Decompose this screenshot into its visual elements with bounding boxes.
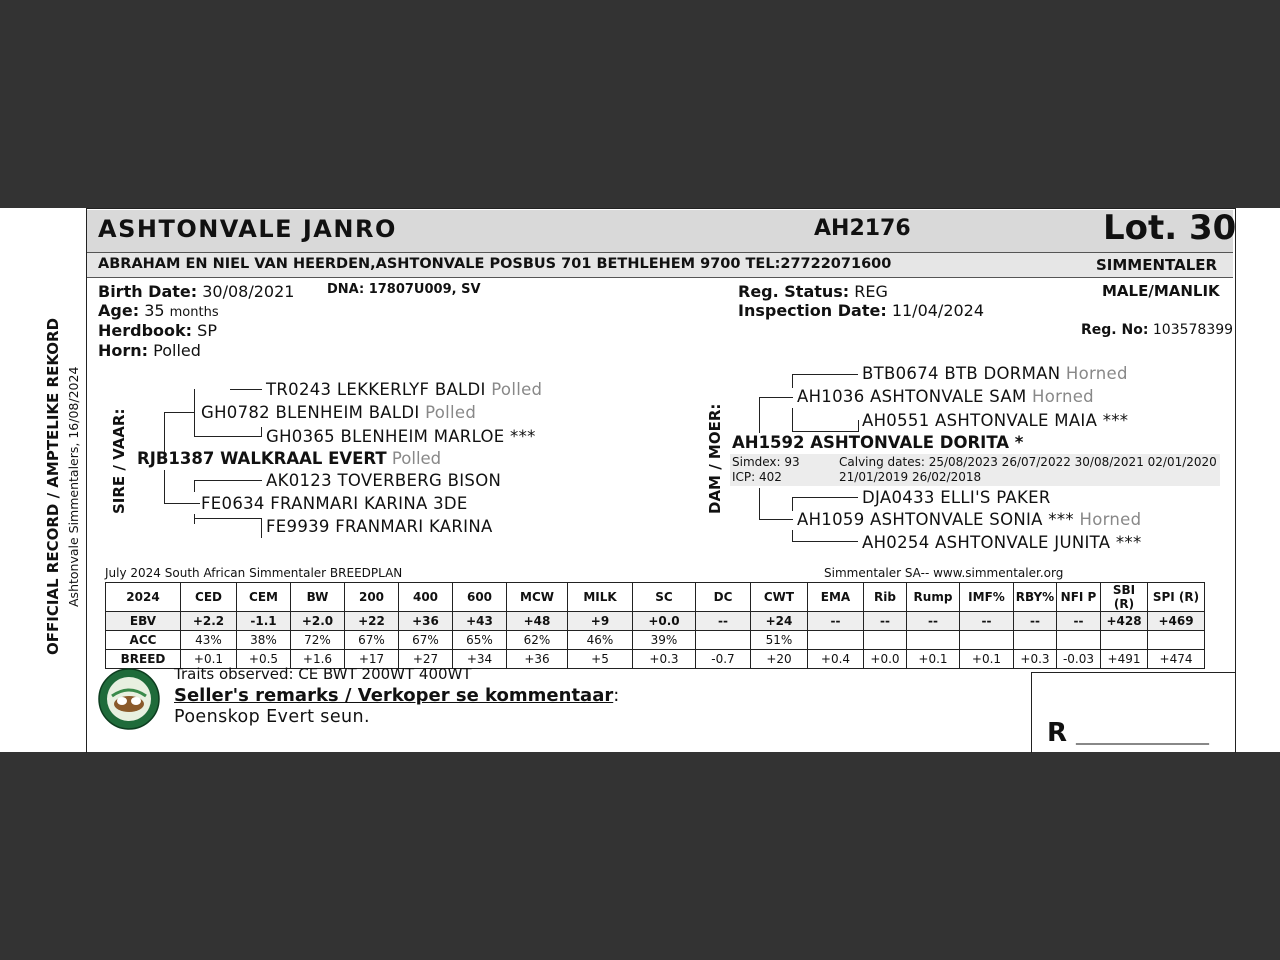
col-header: 2024 (106, 583, 181, 612)
reg-number-label: Reg. No: (1081, 322, 1149, 338)
seller-remarks-colon: : (613, 685, 620, 706)
horn-value: Polled (153, 341, 201, 360)
pedigree-line (792, 541, 858, 542)
table-cell: +2.2 (181, 612, 237, 631)
table-cell: -1.1 (237, 612, 291, 631)
sire-sire (201, 403, 476, 422)
pedigree-line (858, 420, 859, 432)
table-cell: +469 (1148, 612, 1205, 631)
pedigree-name: AH1036 ASHTONVALE SAM (797, 387, 1027, 406)
table-cell: -- (907, 612, 960, 631)
reg-status-label: Reg. Status: (738, 282, 850, 301)
dam-sire-sire (862, 364, 1128, 383)
pedigree-line (792, 497, 858, 498)
animal-id: AH2176 (814, 216, 911, 241)
table-cell: +27 (399, 650, 453, 669)
pedigree-line (792, 408, 793, 432)
pedigree-line (261, 427, 262, 437)
dam-dam (797, 510, 1141, 529)
sire-name: RJB1387 WALKRAAL EVERT (137, 449, 387, 468)
pedigree-line (792, 431, 858, 432)
dna-info: DNA: 17807U009, SV (327, 282, 481, 297)
col-header: BW (291, 583, 345, 612)
table-cell: +43 (453, 612, 507, 631)
pedigree-line (230, 389, 262, 390)
col-header: SC (633, 583, 696, 612)
col-header: MILK (568, 583, 633, 612)
table-cell: -- (1057, 612, 1101, 631)
pedigree-line (759, 397, 793, 398)
official-record-label: OFFICIAL RECORD / AMPTELIKE REKORD (44, 317, 62, 655)
pedigree-line (261, 518, 262, 538)
col-header: IMF% (960, 583, 1014, 612)
row-header: EBV (106, 612, 181, 631)
pedigree-line (759, 488, 760, 520)
table-cell: +0.1 (907, 650, 960, 669)
sire-sire-sire (266, 380, 542, 399)
table-cell: -0.03 (1057, 650, 1101, 669)
owner-address: ABRAHAM EN NIEL VAN HEERDEN,ASHTONVALE POSBUS 701 BETHLEHEM 9700 TEL:27722071600 (98, 256, 892, 272)
horn (98, 341, 201, 360)
reg-number-value: 103578399 (1152, 322, 1234, 338)
sire-sire-dam: GH0365 BLENHEIM MARLOE *** (266, 427, 536, 446)
sex-label: MALE/MANLIK (1102, 282, 1220, 300)
pedigree-line (759, 397, 760, 433)
col-header: MCW (507, 583, 568, 612)
table-cell (1148, 631, 1205, 650)
horn-note: Horned (1065, 364, 1128, 383)
table-cell: +2.0 (291, 612, 345, 631)
dam-side-label: DAM / MOER: (706, 403, 724, 514)
col-header: Rump (907, 583, 960, 612)
table-cell: +428 (1101, 612, 1148, 631)
col-header: DC (696, 583, 751, 612)
pedigree-line (164, 412, 165, 454)
price-currency: R (1047, 718, 1068, 748)
herdbook (98, 321, 217, 340)
table-cell (1101, 631, 1148, 650)
table-cell (808, 631, 864, 650)
horn-note: Polled (391, 449, 442, 468)
table-cell: +36 (399, 612, 453, 631)
table-cell: +20 (751, 650, 808, 669)
price-input-line[interactable]: ___________________ (1076, 729, 1209, 745)
table-cell: +474 (1148, 650, 1205, 669)
birth-date-label: Birth Date: (98, 282, 198, 301)
breedplan-caption: July 2024 South African Simmentaler BREEDPLAN (105, 566, 403, 580)
pedigree-line (164, 412, 194, 413)
inspection-date (738, 301, 984, 320)
col-header: CWT (751, 583, 808, 612)
birth-date-value: 30/08/2021 (202, 282, 295, 301)
table-cell: 62% (507, 631, 568, 650)
table-cell (907, 631, 960, 650)
dam-dam-dam: AH0254 ASHTONVALE JUNITA *** (862, 533, 1142, 552)
sire-dam-dam: FE9939 FRANMARI KARINA (266, 517, 493, 536)
table-cell: -- (696, 612, 751, 631)
inspection-date-value: 11/04/2024 (891, 301, 985, 320)
table-cell: 67% (399, 631, 453, 650)
pedigree-line (194, 514, 195, 524)
sire-side-label: SIRE / VAAR: (110, 408, 128, 514)
pedigree-line (164, 470, 165, 504)
col-header: 400 (399, 583, 453, 612)
col-header: CED (181, 583, 237, 612)
pedigree-line (194, 389, 195, 437)
table-cell: +0.1 (960, 650, 1014, 669)
pedigree-line (792, 374, 793, 388)
dam-name: AH1592 ASHTONVALE DORITA * (732, 433, 1024, 452)
col-header: SBI (R) (1101, 583, 1148, 612)
pedigree-line (792, 497, 793, 511)
table-cell: -- (864, 612, 907, 631)
table-cell: 72% (291, 631, 345, 650)
table-cell: +0.5 (237, 650, 291, 669)
table-cell: +1.6 (291, 650, 345, 669)
table-cell: +0.3 (1014, 650, 1057, 669)
table-cell: -- (960, 612, 1014, 631)
table-cell: 38% (237, 631, 291, 650)
dam-sire (797, 387, 1094, 406)
table-cell: 67% (345, 631, 399, 650)
col-header: SPI (R) (1148, 583, 1205, 612)
simmentaler-logo-icon (98, 668, 160, 730)
table-cell: +0.4 (808, 650, 864, 669)
table-row-ebv (106, 612, 1205, 631)
table-cell: +22 (345, 612, 399, 631)
horn-note: Horned (1032, 387, 1094, 406)
table-cell: +5 (568, 650, 633, 669)
seller-remarks-text: Poenskop Evert seun. (174, 707, 370, 727)
horn-note: Horned (1079, 510, 1142, 529)
table-cell: 65% (453, 631, 507, 650)
horn-note: Polled (491, 380, 543, 399)
lot-number: Lot. 30 (1103, 208, 1237, 248)
table-cell: 39% (633, 631, 696, 650)
pedigree-line (194, 518, 262, 519)
col-header: Rib (864, 583, 907, 612)
reg-status-value: REG (854, 282, 888, 301)
birth-date (98, 282, 294, 301)
dam-calving-dates-cont: 21/01/2019 26/02/2018 (839, 470, 982, 484)
col-header: EMA (808, 583, 864, 612)
pedigree-name: TR0243 LEKKERLYF BALDI (266, 380, 486, 399)
table-cell: +48 (507, 612, 568, 631)
table-cell (960, 631, 1014, 650)
pedigree-line (759, 519, 793, 520)
seller-remarks-label: Seller's remarks / Verkoper se kommentaar (174, 685, 614, 706)
animal-name: ASHTONVALE JANRO (98, 215, 397, 243)
row-header: ACC (106, 631, 181, 650)
table-cell: +24 (751, 612, 808, 631)
horn-note: Polled (425, 403, 477, 422)
col-header: 600 (453, 583, 507, 612)
sire (137, 449, 441, 468)
age-unit: months (169, 305, 219, 320)
table-cell: +0.0 (864, 650, 907, 669)
dam-sire-dam: AH0551 ASHTONVALE MAIA *** (862, 411, 1129, 430)
pedigree-line (194, 436, 262, 437)
sire-dam-sire: AK0123 TOVERBERG BISON (266, 471, 502, 490)
col-header: NFI P (1057, 583, 1101, 612)
seller-remarks-heading (174, 685, 619, 706)
dam-simdex: Simdex: 93 (732, 455, 800, 469)
col-header: RBY% (1014, 583, 1057, 612)
table-cell: -- (1014, 612, 1057, 631)
horn-label: Horn: (98, 341, 149, 360)
breedplan-table (105, 582, 1205, 669)
inspection-date-label: Inspection Date: (738, 301, 887, 320)
table-cell: 46% (568, 631, 633, 650)
table-cell (1014, 631, 1057, 650)
table-row-acc (106, 631, 1205, 650)
dam-dam-sire: DJA0433 ELLI'S PAKER (862, 488, 1051, 507)
record-source-label: Ashtonvale Simmentalers, 16/08/2024 (66, 366, 81, 607)
pedigree-name: GH0782 BLENHEIM BALDI (201, 403, 420, 422)
table-cell: -0.7 (696, 650, 751, 669)
dam-icp: ICP: 402 (732, 470, 782, 484)
pedigree-line (164, 503, 200, 504)
col-header: 200 (345, 583, 399, 612)
pedigree-name: BTB0674 BTB DORMAN (862, 364, 1061, 383)
table-cell: +491 (1101, 650, 1148, 669)
pedigree-line (194, 480, 262, 481)
table-cell: +36 (507, 650, 568, 669)
table-cell: +0.1 (181, 650, 237, 669)
table-cell (1057, 631, 1101, 650)
age (98, 301, 219, 320)
table-cell: +9 (568, 612, 633, 631)
herdbook-value: SP (197, 321, 217, 340)
sire-dam: FE0634 FRANMARI KARINA 3DE (201, 494, 468, 513)
table-cell: 51% (751, 631, 808, 650)
pedigree-name: AH1059 ASHTONVALE SONIA *** (797, 510, 1074, 529)
age-value: 35 (144, 301, 165, 320)
table-cell: -- (808, 612, 864, 631)
breed-label: SIMMENTALER (1096, 256, 1218, 274)
table-cell: 43% (181, 631, 237, 650)
table-header-row (106, 583, 1205, 612)
dam-calving-dates: Calving dates: 25/08/2023 26/07/2022 30/08/2021 02/01/2020 (839, 455, 1217, 469)
pedigree-line (194, 480, 195, 492)
table-cell: +34 (453, 650, 507, 669)
col-header: CEM (237, 583, 291, 612)
pedigree-line (792, 374, 858, 375)
row-header: BREED (106, 650, 181, 669)
table-cell (864, 631, 907, 650)
reg-number (1081, 322, 1233, 338)
table-cell: +0.3 (633, 650, 696, 669)
table-cell: +0.0 (633, 612, 696, 631)
table-cell: +17 (345, 650, 399, 669)
traits-observed: Traits observed: CE BWT 200WT 400WT (174, 665, 472, 683)
table-cell (696, 631, 751, 650)
age-label: Age: (98, 301, 140, 320)
herdbook-label: Herdbook: (98, 321, 193, 340)
reg-status (738, 282, 888, 301)
breedplan-source: Simmentaler SA-- www.simmentaler.org (824, 566, 1064, 580)
